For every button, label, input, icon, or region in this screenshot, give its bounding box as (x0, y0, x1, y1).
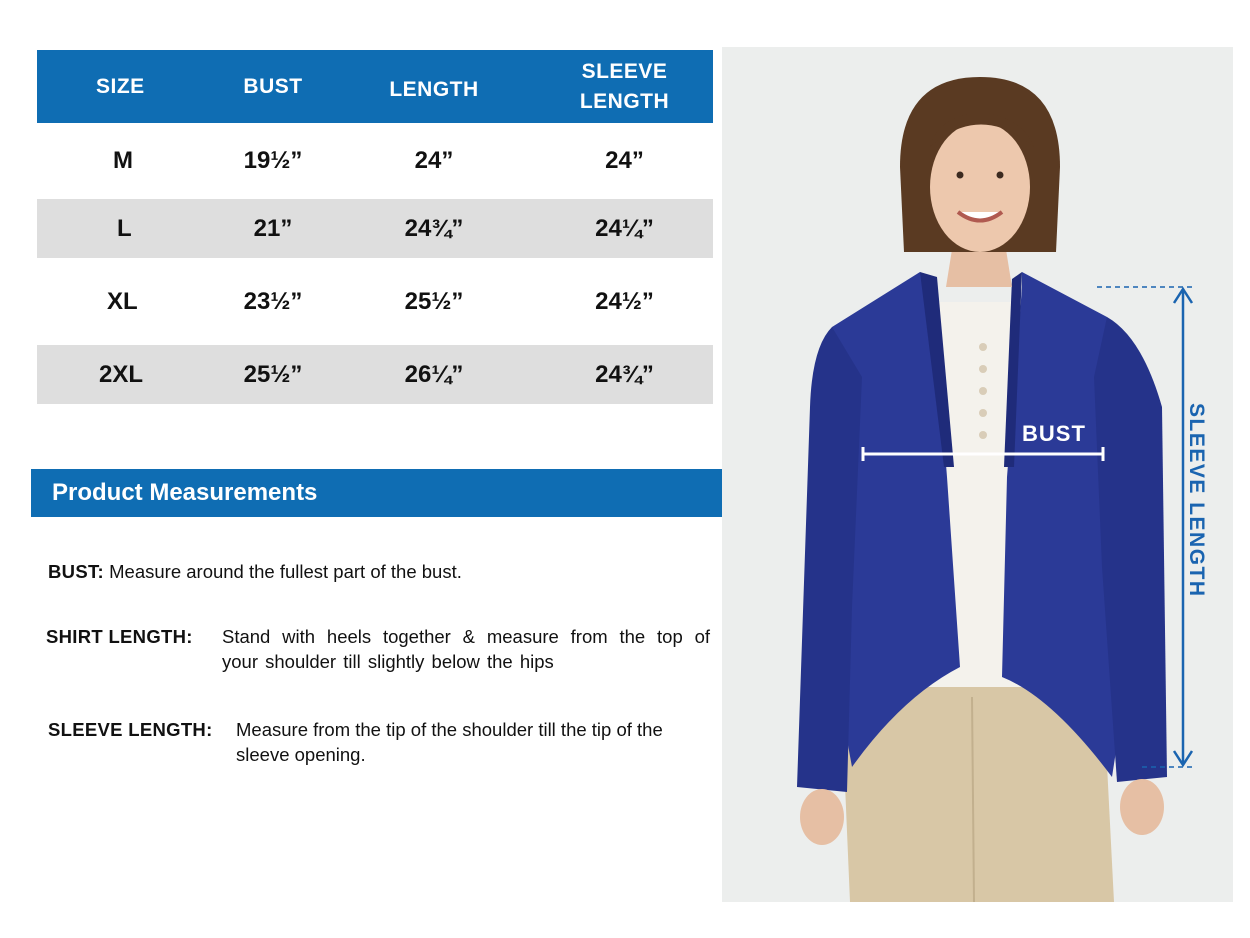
length-cell: 26¼” (404, 360, 464, 388)
model-illustration (722, 47, 1233, 902)
size-chart-header (37, 50, 713, 123)
length-cell: 24” (414, 147, 454, 174)
header-sleeve-length (536, 57, 713, 117)
table-row (37, 123, 713, 199)
bust-cell: 21” (253, 214, 293, 242)
bust-cell: 23½” (243, 287, 303, 315)
bust-description (48, 559, 462, 584)
bust-cell: 25½” (243, 360, 303, 388)
bust-cell: 19½” (243, 147, 303, 174)
shirt-length-description-text: Stand with heels together & measure from the top of your shoulder till slightly below the hips (222, 626, 710, 672)
size-cell: 2XL (99, 360, 144, 388)
size-cell: L (117, 214, 132, 242)
shirt-length-description-label: SHIRT LENGTH: (46, 626, 193, 647)
size-cell: XL (107, 287, 138, 315)
table-row (37, 258, 713, 345)
table-row (37, 199, 713, 258)
size-cell: M (113, 147, 133, 174)
header-sleeve-line2: LENGTH (579, 89, 670, 113)
size-chart-table (37, 50, 713, 404)
sleeve-length-description-text: Measure from the tip of the shoulder till the tip of the sleeve opening. (236, 719, 663, 765)
header-length: LENGTH (389, 77, 479, 101)
header-sleeve-line1: SLEEVE (581, 59, 668, 83)
header-bust: BUST (243, 74, 303, 98)
table-row (37, 345, 713, 404)
sleeve-length-description-label: SLEEVE LENGTH: (48, 719, 213, 740)
sleeve-cell: 24¼” (595, 214, 654, 242)
sleeve-length-photo-label-text: SLEEVE LENGTH (1185, 403, 1208, 598)
length-cell: 24¾” (404, 214, 464, 242)
model-photo (722, 47, 1233, 902)
sleeve-cell: 24¾” (595, 360, 654, 388)
length-cell: 25½” (404, 287, 464, 315)
sleeve-cell: 24” (605, 147, 644, 174)
header-size: SIZE (96, 74, 145, 98)
sleeve-cell: 24½” (595, 287, 654, 315)
product-measurements-heading: Product Measurements (31, 469, 722, 517)
bust-description-text: Measure around the fullest part of the bust. (109, 561, 462, 582)
bust-description-label: BUST: (48, 561, 104, 582)
bust-photo-label: BUST (1022, 421, 1086, 446)
face (930, 122, 1030, 252)
